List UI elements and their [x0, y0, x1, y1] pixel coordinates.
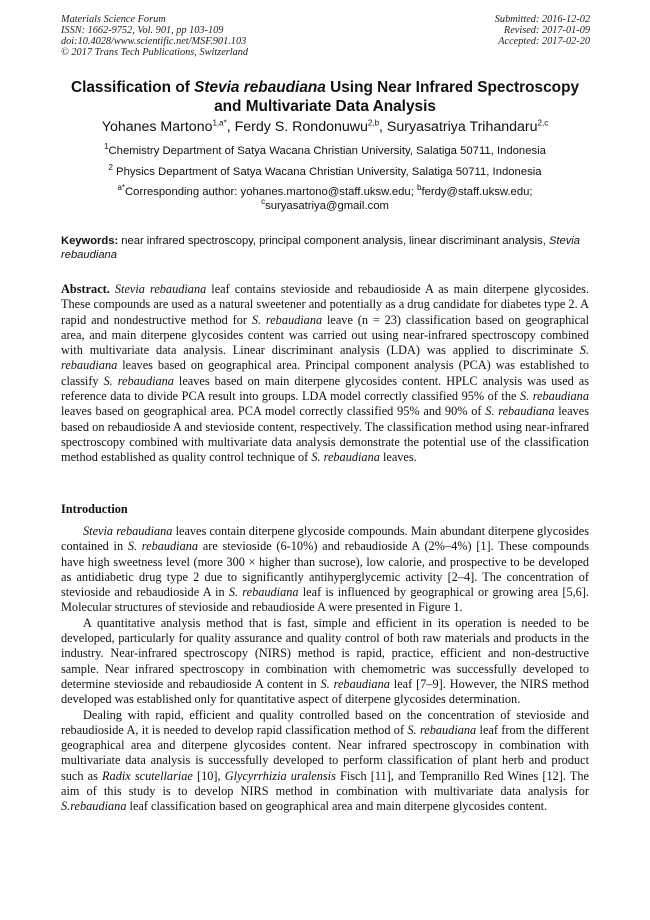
corresponding-author: $^{a*}$Corresponding author: yohanes.martono@staff.uksw.edu; $^b$ferdy@staff.uksw.edu; $^c$suryasatriya@gmail.com [117, 183, 533, 212]
dates-header [495, 14, 590, 47]
abstract-label: Abstract. [61, 282, 110, 296]
paper-title [40, 78, 610, 116]
italic-term: S. rebaudiana [407, 722, 477, 737]
author-list [30, 118, 620, 136]
journal-name: Materials Science Forum [61, 14, 166, 25]
revised-date: Revised: 2017-01-09 [503, 25, 590, 36]
italic-term: S. rebaudiana [103, 373, 174, 388]
intro-paragraph-2: A quantitative analysis method that is fast, simple and efficient in its operation is needed to be developed, particularly for quality assurance and quality control of both raw materials and products in the industry. Near-infrared spectroscopy (NIRS) method is rapid, practice, efficient and non-destructive sample. Near infrared spectroscopy in combination with chemometric was successfully developed to determine stevioside and rebaudioside A content in S. rebaudiana leaf [7–9]. However, the NIRS method developed was established only for quantitative aspect of diterpene glycosides determination. [61, 615, 590, 707]
copyright-line: © 2017 Trans Tech Publications, Switzerland [61, 47, 249, 58]
affiliation-2: $^2$ Physics Department of Satya Wacana Christian University, Salatiga 50711, Indonesia [108, 163, 542, 178]
section-heading-introduction: Introduction [61, 502, 128, 516]
submitted-date: Submitted: 2016-12-02 [494, 14, 590, 25]
italic-term: S. rebaudiana [485, 404, 555, 419]
italic-term: Glycyrrhizia uralensis [224, 768, 336, 783]
italic-term: Radix scutellariae [102, 768, 193, 783]
abstract: Abstract. Stevia rebaudiana leaf contains stevioside and rebaudioside A as main diterpene glycosides. These compounds are used as a natural sweetener and potentially as a drug candidate for diabetes type 2. A rapid and nondestructive method for S. rebaudiana leave (n = 23) classification based on geographical area, and main diterpene glycosides content was carried out using near-infrared spectroscopy combined with multivariate data analysis. Linear discriminant analysis (LDA) was applied to discriminate S. rebaudiana leaves based on geographical area. Principal component analysis (PCA) was established to classify S. rebaudiana leaves based on main diterpene glycosides content. HPLC analysis was used as reference data to divide PCA result into groups. LDA model correctly classified 95% of the S. rebaudiana leaves based on geographical area. PCA model correctly classified 95% and 90% of S. rebaudiana leaves based on rebaudioside A and stevioside content, respectively. The classification method using near-infrared spectroscopy combined with multivariate data analysis demonstrate the potential use of the classification method established as quality control technique of S. rebaudiana leaves. [61, 282, 590, 465]
italic-term: S. rebaudiana [127, 539, 199, 554]
italic-term: S. rebaudiana [320, 676, 390, 691]
italic-term: Stevia rebaudiana [114, 282, 207, 296]
keywords: Keywords: near infrared spectroscopy, principal component analysis, linear discriminant analysis, Stevia rebaudiana [61, 235, 581, 261]
italic-term: S. rebaudiana [311, 450, 380, 465]
issn-line: ISSN: 1662-9752, Vol. 901, pp 103-109 [61, 25, 224, 36]
intro-paragraph-3: Dealing with rapid, efficient and quality controlled based on the concentration of stevioside and rebaudioside A, it is needed to develop rapid classification method of S. rebaudiana leaf from the different geographical area and diterpene glycosides content. Near infrared spectroscopy in combination with multivariate data analysis is successfully developed to perform classification of plant herb and product such as Radix scutellariae [10], Glycyrrhizia uralensis Fisch [11], and Tempranillo Red Wines [12]. The aim of this study is to develop NIRS method in combination with multivariate data analysis for S.rebaudiana leaf classification based on geographical area and main diterpene glycosides content. [61, 707, 589, 814]
italic-term: Stevia rebaudiana [83, 524, 173, 538]
title-line-2: and Multivariate Data Analysis [214, 98, 436, 115]
italic-term: S.rebaudiana [61, 799, 127, 814]
author: Yohanes Martono$^{1,a*}$, [101, 118, 235, 135]
title-text: Classification of [70, 79, 195, 96]
italic-term: S. rebaudiana [228, 585, 299, 600]
doi-line: doi:10.4028/www.scientific.net/MSF.901.103 [61, 36, 247, 47]
title-species: Stevia rebaudiana [194, 79, 326, 96]
keywords-label: Keywords: [61, 235, 119, 247]
author: Suryasatriya Trihandaru$^{2,c}$ [386, 118, 549, 135]
intro-paragraph-1: Stevia rebaudiana leaves contain diterpene glycoside compounds. Main abundant diterpene glycosides contained in S. rebaudiana are stevioside (6-10%) and rebaudioside A (2%–4%) [1]. These compounds have high sweetness level (more 300 × higher than sucrose), low calorie, and prospective to be developed as antidiabetic drug type 2 due to significantly antihyperglycemic activity [2–4]. The concentration of stevioside and rebaudioside A in S. rebaudiana leaf is influenced by geographical or growing area [5,6]. Molecular structures of stevioside and rebaudioside A were presented in Figure 1. [61, 524, 590, 615]
title-text: Using Near Infrared Spectroscopy [325, 79, 580, 96]
italic-term: S. rebaudiana [519, 389, 589, 404]
introduction-body [61, 524, 589, 815]
accepted-date: Accepted: 2017-02-20 [498, 36, 590, 47]
journal-header [61, 14, 248, 58]
italic-term: S. rebaudiana [251, 312, 323, 327]
italic-term: S. rebaudiana [61, 343, 589, 373]
author: Ferdy S. Rondonuwu$^{2,b}$, [234, 118, 387, 135]
affiliation-1: $^1$Chemistry Department of Satya Wacana Christian University, Salatiga 50711, Indonesia [104, 142, 546, 157]
